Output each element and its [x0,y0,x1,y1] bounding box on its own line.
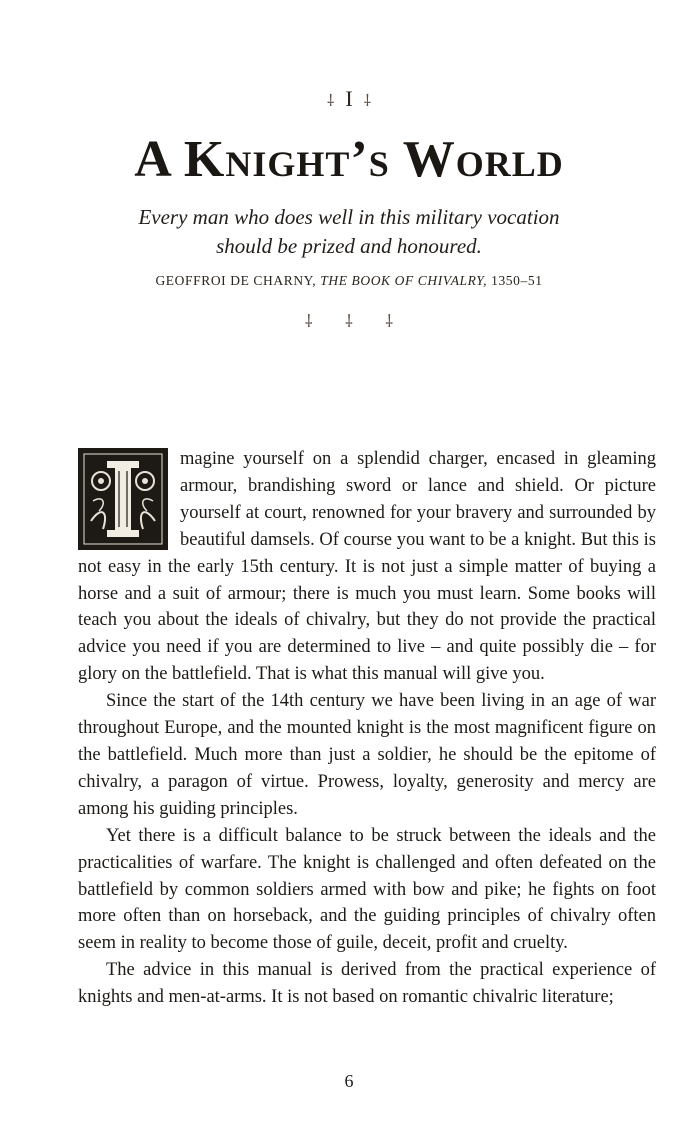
epigraph-quote [0,203,698,261]
ornament-cross-icon: ⸸ [345,312,353,331]
ornament-cross-icon: ⸸ [304,312,313,331]
chapter-body [78,446,656,1011]
paragraph: Yet there is a difficult balance to be struck between the ideals and the practicalities of warfare. The knight is challenged and often defeated on the battlefield by common soldiers armed with bow and pike; he fights on foot more often than on horseback, and the guiding principles of chivalry often seem in reality to become those of guile, deceit, profit and cruelty. [78,825,656,954]
ornament-cross-icon: ⸸ [363,93,372,110]
ornament-cross-icon: ⸸ [326,93,335,110]
ornament-cross-icon: ⸸ [385,312,394,331]
paragraph: Since the start of the 14th century we have been living in an age of war throughout Europe, and the mounted knight is the most magnificent figure on the battlefield. Much more than just a soldier, he should be the epitome of chivalry, a paragon of virtue. Prowess, loyalty, generosity and mercy are among his guiding principles. [78,691,656,819]
epigraph-attribution [0,273,698,289]
paragraph: The advice in this manual is derived from the practical experience of knights and men-at-arms. It is not based on romantic chivalric literature; [78,960,656,1008]
chapter-number-heading [0,86,698,112]
chapter-title: A Knight’s World [134,131,564,188]
paragraph-text: magine yourself on a splendid charger, encased in gleaming armour, brandishing sword or lance and shield. Or picture yourself at court, renowned for your bravery and surrounded by beautiful damsels. Of course you want to be a knight. But this is not easy in the early 15th century. It is not just a simple matter of buying a horse and a suit of armour; there is much you must learn. Some books will teach you about the ideals of chivalry, but they do not provide the practical advice you need if you are determined to live – and quite possibly die – for glory on the battlefield. That is what this manual will give you. [78,449,656,685]
page-number: 6 [344,1071,354,1091]
attribution-author: GEOFFROI DE CHARNY, [155,273,317,288]
epigraph-line: should be prized and honoured. [216,234,482,258]
illuminated-initial-icon [78,448,168,550]
chapter-number: I [345,86,353,111]
paragraph [78,446,656,688]
epigraph-line: Every man who does well in this military vocation [138,205,560,229]
section-divider [0,309,698,332]
attribution-years: 1350–51 [491,273,543,288]
attribution-book: THE BOOK OF CHIVALRY, [320,273,488,288]
